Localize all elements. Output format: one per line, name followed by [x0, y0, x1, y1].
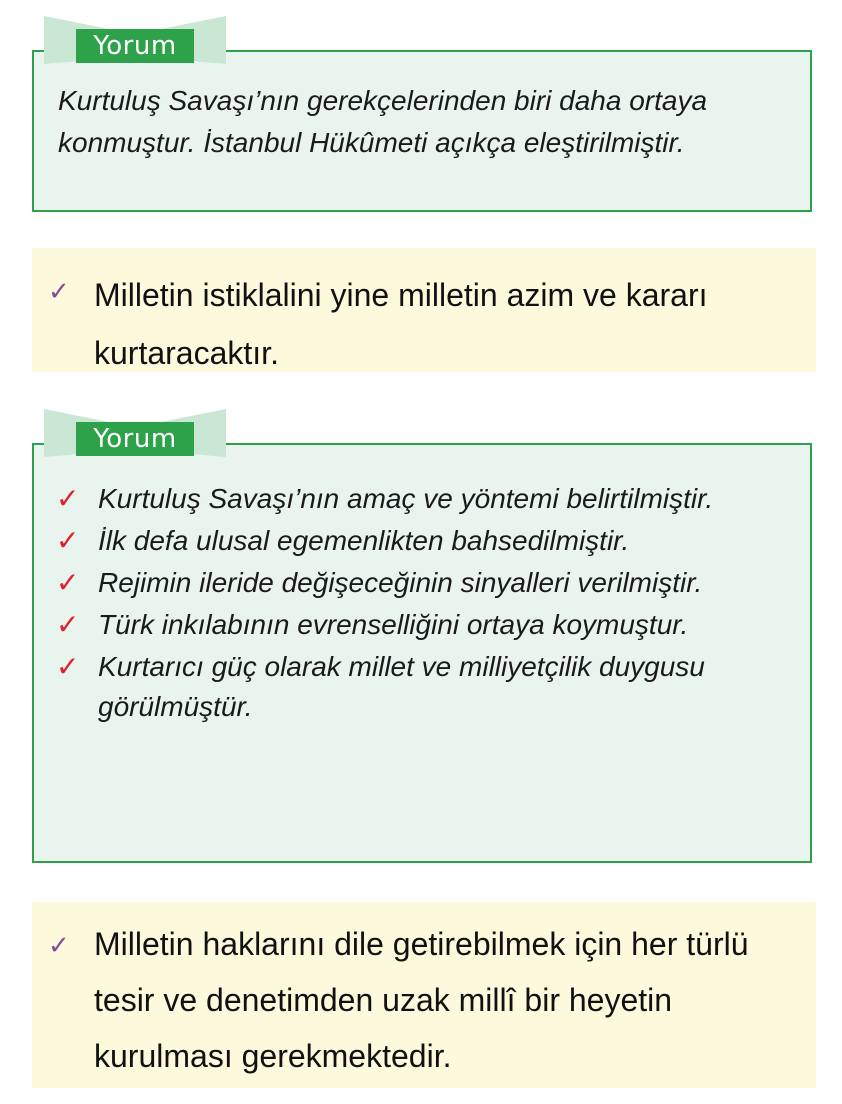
check-icon: ✓: [56, 651, 80, 682]
list-item: [56, 479, 792, 519]
yorum-1-text: Kurtuluş Savaşı’nın gerekçelerinden biri daha ortaya konmuştur. İstanbul Hükûmeti açıkça eleştirilmiştir.: [58, 85, 708, 158]
yorum-1-tag-label: Yorum: [93, 31, 177, 61]
yorum-box-2: [32, 443, 812, 863]
yorum-2-tag-label: Yorum: [93, 424, 177, 454]
note-2-text: Milletin haklarını dile getirebilmek için her türlü tesir ve denetimden uzak millî bir heyetin kurulması gerekmektedir.: [94, 926, 749, 1074]
check-icon: ✓: [56, 609, 80, 640]
note-1-text: Milletin istiklalini yine milletin azim ve kararı kurtaracaktır.: [94, 277, 708, 371]
list-item: [56, 647, 792, 727]
yorum-2-tag: [40, 405, 230, 463]
note-box-1: [32, 248, 816, 372]
list-item: [56, 605, 792, 645]
check-icon: ✓: [48, 276, 70, 306]
note-box-2: [32, 902, 816, 1088]
list-item-text: Kurtuluş Savaşı’nın amaç ve yöntemi belirtilmiştir.: [98, 483, 714, 514]
yorum-2-list: [56, 479, 792, 729]
list-item-text: Rejimin ileride değişeceğinin sinyalleri verilmiştir.: [98, 567, 703, 598]
check-icon: ✓: [56, 525, 80, 556]
list-item-text: İlk defa ulusal egemenlikten bahsedilmiştir.: [98, 525, 630, 556]
yorum-box-1: [32, 50, 812, 212]
list-item-text: Kurtarıcı güç olarak millet ve milliyetçilik duygusu görülmüştür.: [98, 651, 705, 722]
yorum-1-tag: [40, 12, 230, 70]
list-item: [56, 521, 792, 561]
list-item: [56, 563, 792, 603]
check-icon: ✓: [48, 930, 70, 960]
check-icon: ✓: [56, 567, 80, 598]
check-icon: ✓: [56, 483, 80, 514]
list-item-text: Türk inkılabının evrenselliğini ortaya koymuştur.: [98, 609, 689, 640]
